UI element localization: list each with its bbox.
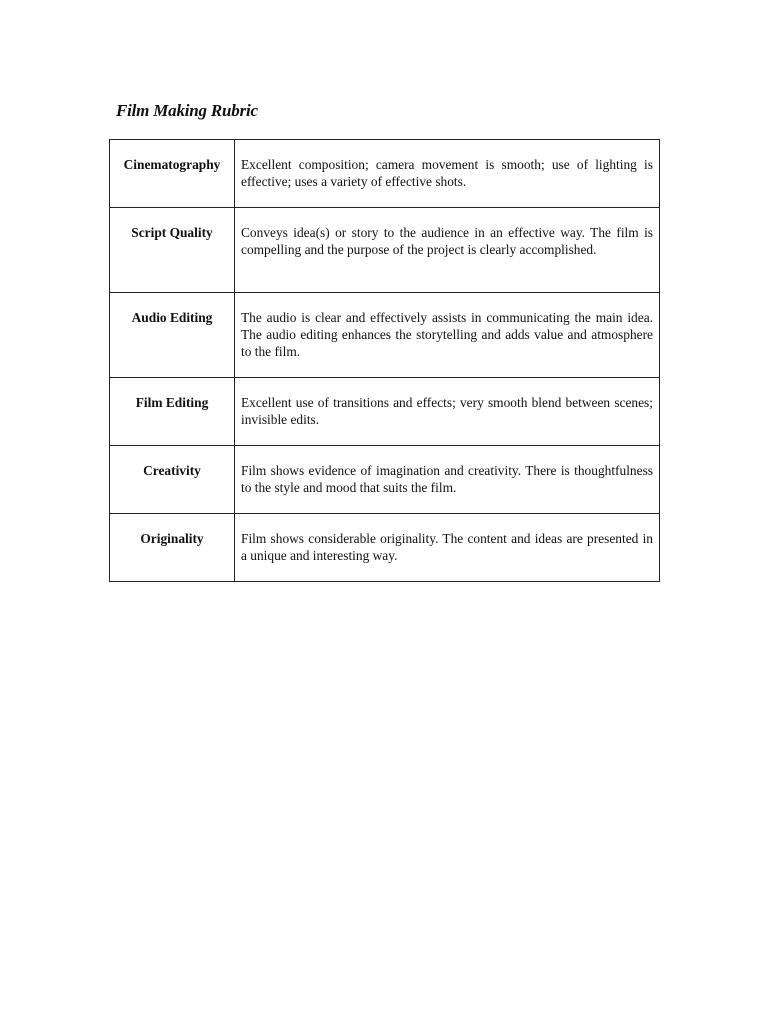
criterion-label: Script Quality <box>110 208 235 293</box>
criterion-label: Cinematography <box>110 140 235 208</box>
criterion-label: Audio Editing <box>110 293 235 378</box>
criterion-description: Excellent composition; camera movement is smooth; use of lighting is effective; uses a variety of effective shots. <box>235 140 660 208</box>
criterion-description: Excellent use of transitions and effects; very smooth blend between scenes; invisible edits. <box>235 378 660 446</box>
rubric-row-originality <box>110 514 660 582</box>
criterion-label: Originality <box>110 514 235 582</box>
criterion-label: Creativity <box>110 446 235 514</box>
rubric-row-creativity <box>110 446 660 514</box>
criterion-description: Conveys idea(s) or story to the audience in an effective way. The film is compelling and the purpose of the project is clearly accomplished. <box>235 208 660 293</box>
criterion-description: Film shows evidence of imagination and creativity. There is thoughtfulness to the style and mood that suits the film. <box>235 446 660 514</box>
rubric-row-cinematography <box>110 140 660 208</box>
rubric-row-script-quality <box>110 208 660 293</box>
criterion-description: Film shows considerable originality. The content and ideas are presented in a unique and interesting way. <box>235 514 660 582</box>
rubric-table <box>109 139 660 582</box>
criterion-label: Film Editing <box>110 378 235 446</box>
criterion-description: The audio is clear and effectively assists in communicating the main idea. The audio editing enhances the storytelling and adds value and atmosphere to the film. <box>235 293 660 378</box>
rubric-row-audio-editing <box>110 293 660 378</box>
rubric-row-film-editing <box>110 378 660 446</box>
document-title: Film Making Rubric <box>116 101 258 120</box>
